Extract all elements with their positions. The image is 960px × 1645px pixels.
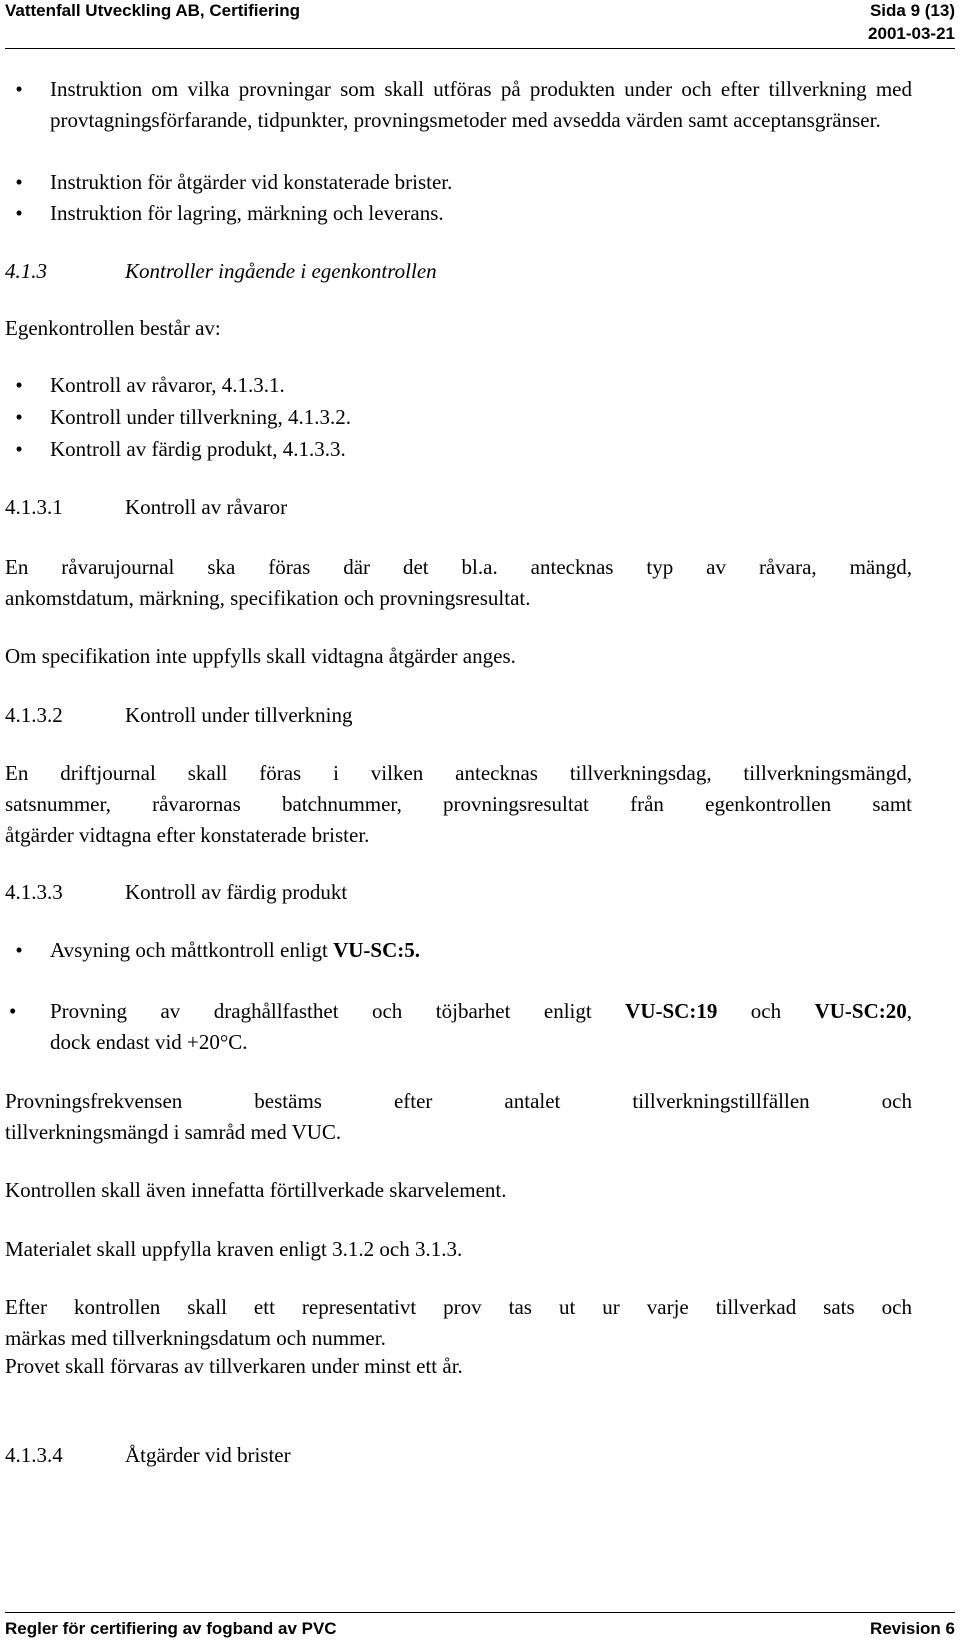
list-item: • Kontroll under tillverkning, 4.1.3.2. xyxy=(50,402,912,433)
bullet-icon: • xyxy=(15,170,23,194)
paragraph-line: En råvarujournal ska föras där det bl.a. antecknas typ av råvara, mängd, xyxy=(5,555,912,579)
section-title: Kontroll under tillverkning xyxy=(125,703,353,727)
paragraph-line: Efter kontrollen skall ett representativt prov tas ut ur varje tillverkad sats och xyxy=(5,1295,912,1319)
paragraph: Kontrollen skall även innefatta förtillverkade skarvelement. xyxy=(5,1178,507,1202)
section-number: 4.1.3.4 xyxy=(5,1443,63,1467)
section-number: 4.1.3 xyxy=(5,259,47,283)
footer-revision: Revision 6 xyxy=(869,1619,955,1638)
section-heading-4-1-3-2 xyxy=(5,700,912,731)
section-title: Åtgärder vid brister xyxy=(125,1443,291,1467)
section-heading-4-1-3 xyxy=(5,256,912,287)
bullet-icon: • xyxy=(9,999,17,1023)
header-page-number: Sida 9 (13) xyxy=(869,1,955,20)
page-header xyxy=(5,0,955,49)
bullet-icon: • xyxy=(15,938,23,962)
paragraph-line: ankomstdatum, märkning, specifikation och provningsresultat. xyxy=(5,586,531,610)
header-company: Vattenfall Utveckling AB, Certifiering xyxy=(5,1,301,20)
paragraph-line: Provningsfrekvensen bestäms efter antalet tillverkningstillfällen och xyxy=(5,1089,912,1113)
list-item: • Kontroll av färdig produkt, 4.1.3.3. xyxy=(50,434,912,465)
paragraph-line: Provet skall förvaras av tillverkaren under minst ett år. xyxy=(5,1354,463,1378)
section-heading-4-1-3-4 xyxy=(5,1440,912,1471)
bullet-icon: • xyxy=(15,437,23,461)
bullet-icon: • xyxy=(15,201,23,225)
footer-title: Regler för certifiering av fogband av PVC xyxy=(5,1619,337,1638)
list-item-continuation: dock endast vid +20°C. xyxy=(50,1030,248,1054)
section-number: 4.1.3.1 xyxy=(5,495,63,519)
paragraph: Om specifikation inte uppfylls skall vidtagna åtgärder anges. xyxy=(5,644,516,668)
paragraph-line: En driftjournal skall föras i vilken antecknas tillverkningsdag, tillverkningsmängd, xyxy=(5,761,912,785)
section-title: Kontroll av råvaror xyxy=(125,495,288,519)
paragraph: Materialet skall uppfylla kraven enligt 3.1.2 och 3.1.3. xyxy=(5,1237,463,1261)
header-date: 2001-03-21 xyxy=(868,24,955,43)
standard-reference: VU-SC:20 xyxy=(814,999,907,1023)
paragraph-line: tillverkningsmängd i samråd med VUC. xyxy=(5,1120,342,1144)
section-number: 4.1.3.2 xyxy=(5,703,63,727)
paragraph-line: satsnummer, råvarornas batchnummer, provningsresultat från egenkontrollen samt xyxy=(5,792,912,816)
paragraph: Egenkontrollen består av: xyxy=(5,316,221,340)
paragraph-line: åtgärder vidtagna efter konstaterade brister. xyxy=(5,823,370,847)
standard-reference: VU-SC:5. xyxy=(333,938,421,962)
list-item: • Instruktion för lagring, märkning och leverans. xyxy=(50,198,912,229)
section-heading-4-1-3-3 xyxy=(5,877,912,908)
list-item: • Instruktion för åtgärder vid konstaterade brister. xyxy=(50,167,912,198)
bullet-icon: • xyxy=(15,77,23,101)
list-item: • Instruktion om vilka provningar som skall utföras på produkten under och efter tillverkning med provtagningsförfarande, tidpunkter, provningsmetoder med avsedda värden samt acceptansgränser. xyxy=(50,74,912,136)
bullet-icon: • xyxy=(15,405,23,429)
section-title: Kontroller ingående i egenkontrollen xyxy=(125,259,437,283)
list-item: • Provning av draghållfasthet och töjbarhet enligt VU-SC:19 och VU-SC:20, xyxy=(50,996,912,1027)
page-footer xyxy=(5,1612,955,1645)
section-number: 4.1.3.3 xyxy=(5,880,63,904)
section-heading-4-1-3-1 xyxy=(5,492,912,523)
list-item: • Kontroll av råvaror, 4.1.3.1. xyxy=(50,370,912,401)
standard-reference: VU-SC:19 xyxy=(625,999,718,1023)
paragraph-line: märkas med tillverkningsdatum och nummer. xyxy=(5,1326,386,1350)
bullet-icon: • xyxy=(15,373,23,397)
section-title: Kontroll av färdig produkt xyxy=(125,880,348,904)
list-item: • Avsyning och måttkontroll enligt VU-SC:5. xyxy=(50,935,912,966)
